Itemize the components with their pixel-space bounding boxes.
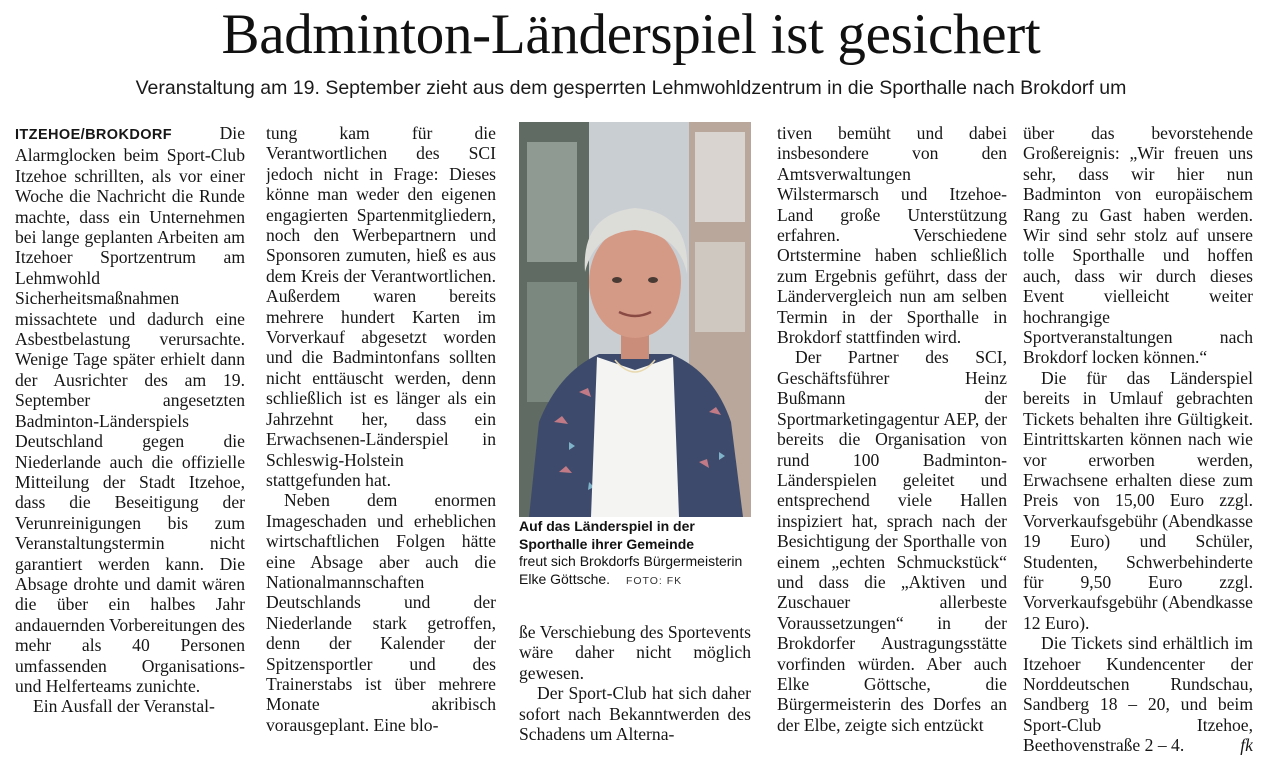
paragraph-text: Die Tickets sind erhältlich im Itzehoer Kundencenter der Norddeutschen Rundschau, Sandberg 18 – 20, und beim Sport-Club Itzehoe, Beethovenstraße 2 – 4. bbox=[1023, 633, 1253, 756]
article-column-1 bbox=[15, 123, 245, 771]
paragraph: über das bevorstehende Großereignis: „Wir freuen uns sehr, dass wir hier nun Badminton von europäischem Rang zu Gast haben werden. Wir sind sehr stolz auf unsere tolle Sporthalle und hoffen auch, dass wir durch dieses Event vielleicht weiter hochrangige Sportveranstaltungen nach Brokdorf locken können.“ bbox=[1023, 123, 1253, 368]
paragraph bbox=[15, 123, 245, 696]
photo-illustration bbox=[519, 122, 751, 517]
photo-caption bbox=[519, 518, 759, 590]
article-column-4 bbox=[777, 123, 1007, 771]
paragraph: ße Verschiebung des Sportevents wäre daher nicht möglich gewesen. bbox=[519, 622, 751, 683]
article-column-5 bbox=[1023, 123, 1253, 771]
article-column-2 bbox=[266, 123, 496, 771]
paragraph-text: Die Alarmglocken beim Sport-Club Itzehoe schrillten, als vor einer Woche die Nachricht die Runde machte, dass ein Unternehmen bei lange geplanten Arbeiten am Itzehoer Sportzentrum am Lehmwohld Sicherheitsmaßnahmen missachtete und dadurch eine Asbestbelastung verursachte. Wenige Tage später erhielt dann der Ausrichter des am 19. September angesetzten Badminton-Länderspiels Deutschland gegen die Niederlande auch die offizielle Mitteilung der Stadt Itzehoe, dass die Beseitigung der Verunreinigungen bis zum Veranstaltungstermin nicht garantiert werden kann. Die Absage drohte und damit wären die über ein halbes Jahr andauernden Vorbereitungen des mehr als 40 Personen umfassenden Organisations- und Helferteams zunichte. bbox=[15, 123, 245, 696]
paragraph: tiven bemüht und dabei insbesondere von den Amtsverwaltungen Wilstermarsch und Itzehoe-Land große Unterstützung erfahren. Verschiedene Ortstermine haben schließlich zum Ergebnis geführt, dass der Ländervergleich nun am selben Termin in der Sporthalle in Brokdorf stattfinden wird. bbox=[777, 123, 1007, 348]
paragraph: Die für das Länderspiel bereits in Umlauf gebrachten Tickets behalten ihre Gültigkeit. Eintrittskarten können nach wie vor erworben werden, Erwachsene erhalten diese zum Preis von 15,00 Euro zzgl. Vorverkaufsgebühr (Abendkasse 19 Euro) und Schüler, Studenten, Schwerbehinderte für 9,50 Euro zzgl. Vorverkaufsgebühr (Abendkasse 12 Euro). bbox=[1023, 367, 1253, 633]
subheadline: Veranstaltung am 19. September zieht aus dem gesperrten Lehmwohldzentrum in die Sporthalle nach Brokdorf um bbox=[135, 77, 1127, 99]
author-initials: fk bbox=[1240, 735, 1253, 756]
paragraph: tung kam für die Verantwortlichen des SCI jedoch nicht in Frage: Dieses könne man weder den eigenen engagierten Spartenmitgliedern, noch den Werbepartnern und Sponsoren zumuten, hieß es aus dem Kreis der Verantwortlichen. Außerdem waren bereits mehrere hundert Karten im Vorverkauf abgesetzt worden und die Badmintonfans sollten nicht enttäuscht werden, denn schließlich ist es länger als ein Jahrzehnt her, dass ein Erwachsenen-Länderspiel in Schleswig-Holstein stattgefunden hat. bbox=[266, 123, 496, 490]
photo-credit: FOTO: FK bbox=[625, 574, 683, 587]
photo-mayor bbox=[519, 122, 751, 517]
paragraph: Ein Ausfall der Veranstal- bbox=[33, 696, 215, 717]
paragraph: Der Sport-Club hat sich daher sofort nach Bekanntwerden des Schadens um Alterna- bbox=[519, 683, 751, 745]
paragraph: Neben dem enormen Imageschaden und erheblichen wirtschaftlichen Folgen hätte eine Absage aber auch die Nationalmannschaften Deutschlands und der Niederlande stark getroffen, denn der Kalender der Spitzensportler und des Trainerstabs ist über mehrere Monate akribisch vorausgeplant. Eine blo- bbox=[266, 490, 496, 735]
article-column-3 bbox=[519, 622, 751, 772]
paragraph: Der Partner des SCI, Geschäftsführer Heinz Bußmann der Sportmarketingagentur AEP, der bereits die Organisation von rund 100 Badminton-Länderspielen geleitet und entsprechend viele Hallen inspiziert hat, sprach nach der Besichtigung der Sporthalle von einem „echten Schmuckstück“ und dass die „Aktiven und Zuschauer allerbeste Voraussetzungen“ in der Brokdorfer Austragungsstätte vorfinden würden. Aber auch Elke Göttsche, die Bürgermeisterin des Dorfes an der Elbe, zeigte sich entzückt bbox=[777, 347, 1007, 735]
headline: Badminton-Länderspiel ist gesichert bbox=[221, 3, 1041, 66]
caption-bold: Auf das Länderspiel in der Sporthalle ihrer Gemeinde bbox=[519, 518, 695, 552]
dateline: ITZEHOE/BROKDORF bbox=[15, 127, 173, 143]
caption-text: freut sich Brokdorfs Bürgermeisterin Elke Göttsche. bbox=[519, 553, 743, 587]
paragraph bbox=[1023, 633, 1253, 755]
